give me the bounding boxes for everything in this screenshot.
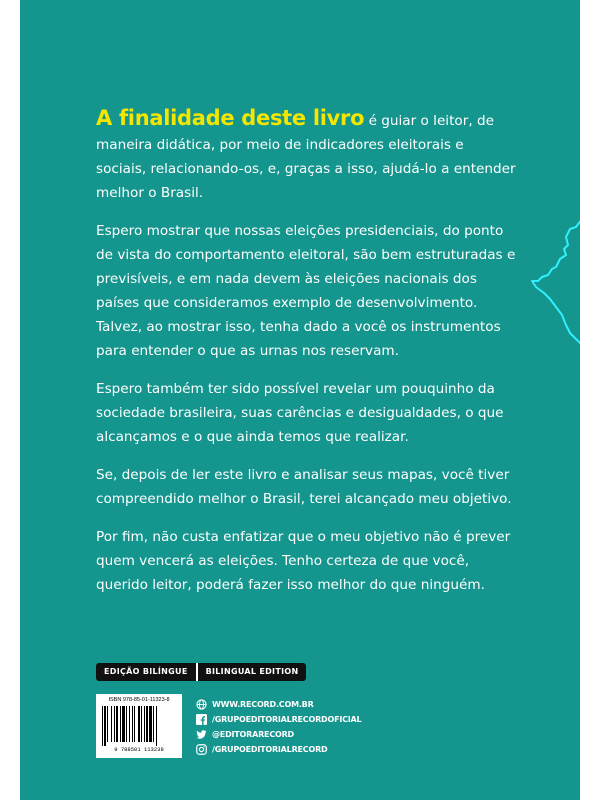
barcode-stripe [104,706,106,746]
website-link[interactable]: WWW.RECORD.COM.BR [212,700,314,709]
barcode-stripe [111,706,112,742]
social-links [196,697,361,757]
barcode-stripe [122,706,125,742]
edition-pt: EDIÇÃO BILÍNGUE [104,667,188,676]
brazil-map-outline [530,215,580,355]
isbn-number: ISBN 978-85-01-11323-8 [108,697,170,703]
edition-en: BILINGUAL EDITION [205,667,299,676]
facebook-link[interactable]: /GRUPOEDITORIALRECORDOFICIAL [212,715,362,724]
barcode-stripe [134,706,135,742]
instagram-icon [196,744,207,755]
barcode-stripe [107,706,108,742]
paragraph-2: Espero mostrar que nossas eleições presidenciais, do ponto de vista do comportamento eleitoral, são bem estruturadas e previsíveis, e em nada devem às eleições nacionais dos países que consideramos exemplo de desenvolvimento. Talvez, ao mostrar isso, tenha dado a você os instrumentos para entender o que as urnas nos reservam. [96,223,516,359]
barcode-stripe [114,706,115,742]
isbn-barcode [96,694,182,758]
barcode-stripe [141,706,142,742]
barcode-stripe [102,706,103,746]
barcode-bars [100,706,178,746]
facebook-icon [196,714,207,725]
barcode-stripe [129,706,130,742]
barcode-stripe [132,706,133,742]
barcode-stripe [120,706,121,742]
barcode-stripe [138,706,140,742]
barcode-stripe [149,706,152,742]
instagram-link[interactable]: /GRUPOEDITORIALRECORD [212,745,328,754]
paragraph-4: Se, depois de ler este livro e analisar seus mapas, você tiver compreendido melhor o Brasil, terei alcançado meu objetivo. [96,467,512,507]
barcode-stripe [156,706,157,746]
globe-icon [196,699,207,710]
lead-title: A finalidade deste livro [96,106,365,130]
twitter-icon [196,729,207,740]
social-twitter[interactable] [196,727,361,742]
social-instagram[interactable] [196,742,361,757]
barcode-stripe [146,706,148,742]
paragraph-3: Espero também ter sido possível revelar um pouquinho da sociedade brasileira, suas carências e desigualdades, o que alcançamos e o que ainda temos que realizar. [96,381,504,445]
barcode-stripe [116,706,118,742]
paragraph-1-text: é guiar o leitor, de maneira didática, por meio de indicadores eleitorais e sociais, relacionando-os, e, graças a isso, ajudá-lo a entender melhor o Brasil. [96,113,516,201]
twitter-link[interactable]: @EDITORARECORD [212,730,294,739]
paragraph-5: Por fim, não custa enfatizar que o meu objetivo não é prever quem vencerá as eleições. Tenho certeza de que você, querido leitor, poderá fazer isso melhor do que ninguém. [96,529,511,593]
edition-badge [96,663,306,681]
social-facebook[interactable] [196,712,361,727]
paragraph-1 [96,106,516,205]
barcode-stripe [144,706,145,742]
barcode-stripe [126,706,127,742]
back-cover-text [96,106,516,611]
social-website[interactable] [196,697,361,712]
barcode-stripe [153,706,154,742]
barcode-digits: 9 788501 113238 [114,746,164,753]
back-cover [20,0,580,800]
